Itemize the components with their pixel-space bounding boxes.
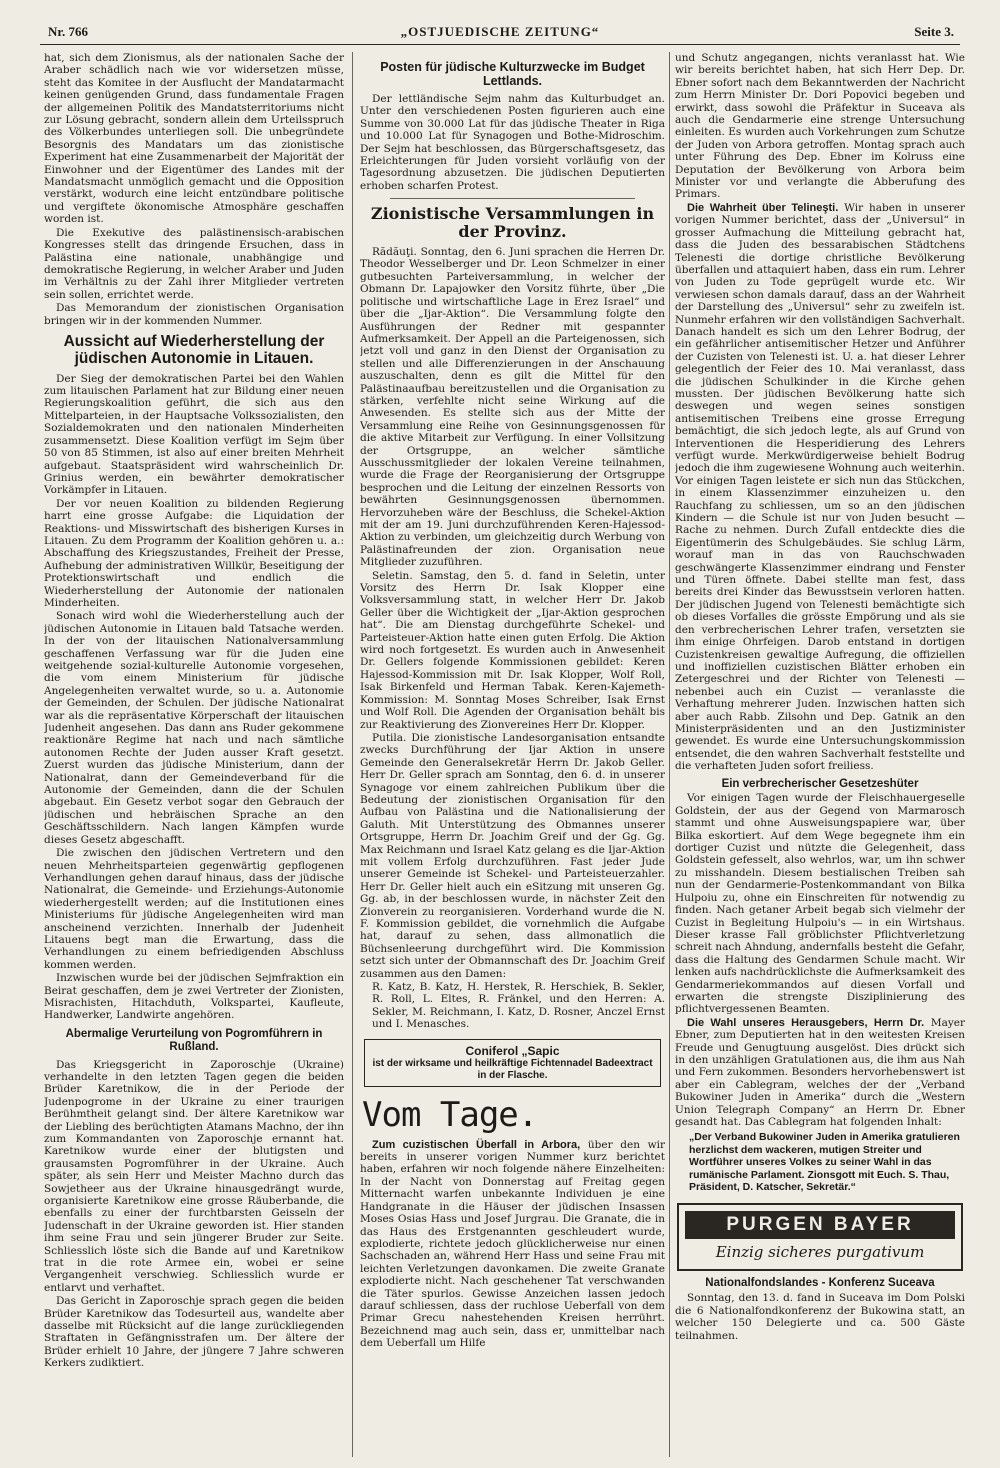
article-paragraph: Die zwischen den jüdischen Vertretern und den neuen Mehrheitsparteien gegenwärtig gepflogenen Verhandlungen gehen darauf hinaus, dass der jüdische Nationalrat, die Gemeinde- und Erziehungs-Autonomie wiederhergestellt werden; auf die Institutionen eines Ministeriums für jüdische Angelegenheiten wird man anscheinend verzichten. Innerhalb der Judenheit Litauens begt man die Erwartung, dass die Verhandlungen zu einem befriedigenden Abschluss kommen werden. [44, 847, 344, 971]
subheading-konferenz: Nationalfondslandes - Konferenz Suceava [705, 1277, 935, 1290]
divider [390, 198, 635, 199]
article-paragraph: hat, sich dem Zionismus, als der nationalen Sache der Araber schädlich nach wie vor widersetzen müsse, steht das Komitee in der Ausflucht der Mandatarmacht keinen genügenden Grund, dass fundamentale Fragen der allgemeinen Politik des Mandatsterritoriums nicht zur Lösung gebracht, sondern allein dem Urteilsspruch des Völkerbundes unterliegen soll. Die unbegründete Besorgnis des Mandatars um das zionistische Experiment hat eine Zusammenarbeit der Majorität der Einwohner und der Eigentümer des Landes mit der Mandatsmacht unmöglich gemacht und die Opposition verstärkt, wodurch eine leicht entzündbare politische und vergiftete ökonomische Atmosphäre geschaffen worden ist. [44, 52, 344, 226]
article-paragraph: Der lettländische Sejm nahm das Kulturbudget an. Unter den verschiedenen Posten figurieren auch eine Summe von 30.000 Lat für das jüdische Theater in Riga und 10.000 Lat für Synagogen und Bothe-Midroschim. Der Sejm hat beschlossen, das Bürgerschaftsgesetz, das Erleichterungen für Juden vorsieht vorläufig von der Tagesordnung abzusetzen. Die jüdischen Deputierten erhoben scharfen Protest. [360, 93, 665, 192]
advert-brand: PURGEN BAYER [685, 1211, 955, 1239]
cablegram-quote: „Der Verband Bukowiner Juden in Amerika gratulieren herzlichst dem wackeren, mutigen Streiter und Wortführer unseres Volkes zu seiner Wahl in das rumänische Parlament. Zionsgott mit Euch. S. Thau, Präsident, D. Katscher, Sekretär.“ [689, 1131, 960, 1194]
headline-versammlungen: Zionistische Versammlungen in der Provinz. [370, 204, 655, 242]
article-paragraph: Sonach wird wohl die Wiederherstellung auch der jüdischen Autonomie in Litauen bald Tatsache werden. In der von der litauischen Nationalversammlung geschaffenen Verfassung war für die Juden eine weitgehende sozial-kulturelle Autonomie vorgesehen, die vom einem Ministerium für jüdische Angelegenheiten verwaltet wurde, so u. a. Autonomie der Gemeinden, der Schulen. Der jüdische Nationalrat war als die repräsentative Körperschaft der litauischen Judenheit angesehen. Das dann ans Ruder gekommene reaktionäre Regime hat nach und nach sämtliche autonomen Rechte der Juden ausser Kraft gesetzt. Zuerst wurden das jüdische Ministerium, dann der Nationalrat, dann der Gemeindeverband für die Autonomie der Gemeinden, dann die der Schulen abgebaut. Ein Gesetz verbot sogar den Gebrauch der jüdischen und hebräischen Sprache an den Geschäftsschildern. Nach langen Kämpfen wurde dieses Gesetz abgeschafft. [44, 610, 344, 846]
article-paragraph: R. Katz, B. Katz, H. Herstek, R. Herschiek, B. Sekler, R. Roll, L. Eltes, R. Fränkel, und den Herren: A. Sekler, M. Reichmann, I. Katz, D. Rosner, Anczel Ernst und I. Menasches. [372, 981, 665, 1031]
column-right [675, 52, 965, 1457]
subheading-gesetzeshueter: Ein verbrecherischer Gesetzeshüter [721, 777, 919, 790]
column-divider [669, 52, 670, 1457]
article-paragraph: Das Memorandum der zionistischen Organisation bringen wir in der kommenden Nummer. [44, 302, 344, 327]
article-paragraph: Das Gericht in Zaporoschje sprach gegen die beiden Brüder Karetnikow das Todesurteil aus, wandelte aber dasselbe mit Rücksicht auf die lange zurückliegenden Straftaten in Gefängnisstrafen um. Der ältere der Brüder erhielt 10 Jahre, der jüngere 7 Jahre schweren Kerkers zudiktiert. [44, 1295, 344, 1370]
article-text: über den wir bereits in unserer vorigen Nummer kurz berichtet haben, erfahren wir noch folgende nähere Einzelheiten: In der Nacht von Donnerstag auf Freitag gegen Mitternacht warfen unbekannte Individuen je eine Handgranate in die Häuser der jüdischen Insassen Moses Osias Hass und Josef Jurgrau. Die Granate, die in das Haus des Erstgenannten geschleudert wurde, explodierte, richtete jedoch glücklicherweise nur einen Sachschaden an, während Herr Hass und seine Frau mit leichten Verletzungen davonkamen. Die zweite Granate explodierte nicht. Nach geschehener Tat verschwanden die Täter spurlos. Gewisse Anzeichen lassen jedoch darauf schliessen, dass der ruchlose Ueberfall von dem Primar Grecu nahestehenden Kreisen herrührt. Bezeichnend mag auch sein, dass er, unmittelbar nach dem Ueberfall um Hilfe [360, 1138, 665, 1350]
article-paragraph: und Schutz angegangen, nichts veranlasst hat. Wie wir bereits berichtet haben, hat sich Herr Dep. Dr. Ebner sofort nach dem Bekanntwerden der Nachricht zum Herrn Minister Dr. Dori Popovici begeben und erwirkt, dass sowohl die Präfektur in Suceava als auch die Gendarmerie eine strenge Untersuchung einleiten. Es wurden auch Vorkehrungen zum Schutze der Juden von Arbora getroffen. Montag sprach auch unter Führung des Dep. Ebner im Kolruss eine Deputation der Bevölkerung von Arbora beim Minister vor und verlangte die Abberufung des Primars. [675, 52, 965, 201]
advert-text: ist der wirksame und heilkräftige Fichtennadel Badeextract in der Flasche. [372, 1057, 653, 1081]
advert-coniferol [364, 1039, 661, 1087]
page-number: Seite 3. [914, 24, 954, 39]
article-paragraph: Seletin. Samstag, den 5. d. fand in Seletin, unter Vorsitz des Herrn Dr. Isak Klopper eine Volksversammlung statt, in welcher Herr Dr. Jakob Geller über die Wichtigkeit der „Ijar-Aktion gesprochen hat“. Die am Dienstag durchgeführte Schekel- und Parteisteuer-Aktion hatte einen guten Erfolg. Die Aktion wird noch fortgesetzt. Es wurden auch in Anwesenheit Dr. Gellers folgende Kommissionen gebildet: Keren Hajessod-Kommission mit Dr. Isak Klopper, Wolf Roll, Isak Birkenfeld und Herman Tabak. Keren-Kajemeth-Kommission: M. Sonntag Moses Schreiber, Isak Ernst und Wolf Roll. Die Agenden der Organisation behält bis zur Reaktivierung des Zionvereines Herr Dr. Klopper. [360, 569, 665, 731]
page-header [40, 22, 960, 45]
newspaper-title: „OSTJUEDISCHE ZEITUNG“ [400, 24, 600, 39]
article-text: Wir haben in unserer vorigen Nummer berichtet, dass der „Universul“ in grosser Aufmachung die Mitteilung gebracht hat, dass die Juden des bessarabischen Städtchens Telenesti die dortige christliche Bevölkerung überfallen und attaquiert haben, dass ein rum. Lehrer von Juden zu Tode geprügelt wurde etc. Wir verwiesen schon damals darauf, dass an der Wahrheit der Darstellung des „Universul“ sehr zu zweifeln ist. Nunmehr erfahren wir den vollständigen Sachverhalt. Danach handelt es sich um den Lehrer Bodrug, der ein gefährlicher antisemitischer Hetzer und Anführer der Cuzisten von Telenesti ist. U. a. hat dieser Lehrer gelegentlich der Feier des 10. Mai veranlasst, dass die jüdischen Schulkinder in die Kirche gehen mussten. Der jüdischen Bevölkerung hatte sich deswegen und wegen seines sonstigen antisemitischen Treibens eine grosse Erregung bemächtigt, die sich jedoch legte, als auf Grund von Interventionen die Hesperidierung des Lehrers verfügt wurde. Merkwürdigerweise behielt Bodrug jedoch die ihm zugewiesene Wohnung auch weiterhin. Vor einigen Tagen leistete er sich nun das Stückchen, in einem Klassenzimmer einzuheizen u. den Rauchfang zu schliessen, um so an den jüdischen Kindern — die Schule ist nur von Juden besucht — Rache zu nehmen. Durch Zufall entdeckte dies die Eigentümerin des Schulgebäudes. Sie schlug Lärm, worauf man in das von Rauchschwaden geschwängerte Klassenzimmer eindrang und Fenster und Türen öffnete. Dabei stellte man fest, dass bereits drei Kinder das Bewusstsein verloren hatten. Der jüdischen Jugend von Telenesti bemächtigte sich ob dieses Vorfalles die grösste Empörung und als sie den verbrecherischen Lehrer trafen, versetzten sie ihm einige Ohrfeigen. Darob entstand in dortigen Cuzistenkreisen gewaltige Aufregung, die offiziellen und inoffiziellen cuzistischen Blätter erhoben ein Zetergeschrei und der Richter von Telenesti — nebenbei auch ein Cuzist — veranlasste die Verhaftung mehrerer Juden. Inzwischen hatten sich aber auch Rabb. Zilsohn und Dep. Gatnik an den Ministerpräsidenten und an den Justizminister gewendet. Es wurde eine Untersuchungskommission entsendet, die den wahren Sachverhalt feststellte und die verhafteten Juden sofort freiliess. [675, 201, 965, 773]
column-divider [352, 52, 353, 1457]
headline-budget: Posten für jüdische Kulturzwecke im Budget Lettlands. [380, 60, 645, 88]
column-left [44, 52, 344, 1457]
headline-litauen: Aussicht auf Wiederherstellung der jüdischen Autonomie in Litauen. [63, 332, 325, 368]
article-paragraph: Putila. Die zionistische Landesorganisation entsandte zwecks Durchführung der Ijar Aktion in unsere Gemeinde den Generalsekretär Herrn Dr. Jakob Geller. Herr Dr. Geller sprach am Sonntag, den 6. d. in unserer Synagoge vor einem zahlreichen Publikum über die Bedeutung der zionistischen Organisation für den Aufbau von Palästina und die Nationalisierung der Galuth. Mit Unterstützung des Obmannes unserer Ortsgruppe, Herrn Dr. Joachim Greif und der Gg. Gg. Max Reichmann und Israel Katz gelang es die Ijar-Aktion mit vollem Erfolg durchzuführen. Fast jeder Jude unserer Gemeinde ist Schekel- und Parteisteuerzahler. Herr Dr. Geller hielt auch ein eSitzung mit unseren Gg. Gg. ab, in der beschlossen wurde, in nächster Zeit den Zionverein zu reorganisieren. Vorderhand wurde die N. F. Kommission gebildet, die vornehmlich die Aufgabe hat, darauf zu sehen, dass allmonatlich die Büchsenleerung durchgeführt wird. Die Kommission setzt sich unter der Obmannschaft des Dr. Joachim Greif zusammen aus den Damen: [360, 731, 665, 980]
advert-purgen [677, 1203, 963, 1271]
headline-pogrom: Abermalige Verurteilung von Pogromführern in Rußland. [65, 1027, 323, 1053]
article-paragraph: Sonntag, den 13. d. fand in Suceava im Dom Polski die 6 Nationalfondkonferenz der Bukowina statt, an welcher 150 Delegierte und ca. 500 Gäste teilnahmen. [675, 1292, 965, 1342]
article-paragraph: Der Sieg der demokratischen Partei bei den Wahlen zum litauischen Parlament hat zur Bildung einer neuen Regierungskoalition geführt, die sich aus den Mittelparteien, in der Hauptsache Volkssozialisten, den Sozialdemokraten und den nationalen Minderheiten zusammensetzt. Diese Koalition verfügt im Sejm über 50 von 85 Stimmen, ist also auf einer breiten Mehrheit aufgebaut. Staatspräsident wird wahrscheinlich Dr. Grinius werden, ein bewährter demokratischer Vorkämpfer in Litauen. [44, 372, 344, 497]
issue-number: Nr. 766 [48, 24, 88, 39]
subheading-arbora: Zum cuzistischen Überfall in Arbora, [372, 1138, 581, 1151]
article-text: Mayer Ebner, zum Deputierten hat in den weitesten Kreisen Freude und Genugtuung ausgelöst. Dies drückt sich in den unzähligen Gratulationen aus, die ihm aus Nah und Fern zukommen. Besonders hervorhebenswert ist aber ein Cablegram, welches der der „Verband Bukowiner Juden in Amerika“ durch die „Western Union Telegraph Company“ an Herrn Dr. Ebner gesandt hat. Das Cablegram hat folgenden Inhalt: [675, 1016, 965, 1128]
article-paragraph: Vor einigen Tagen wurde der Fleischhauergeselle Goldstein, der aus der Gegend von Marmarosch stammt und ohne Ausweisungspapiere war, über Bilka eskortiert. Auf dem Wege begegnete ihm ein dortiger Cuzist und nützte die Gelegenheit, dass Goldstein gefesselt, also wehrlos, war, um ihn schwer zu misshandeln. Diesem bestialischen Treiben sah nun der Gendarmerie-Postenkommandant von Bilka Hulpoiu zu, ohne ein Einschreiten für notwendig zu finden. Nach getaner Arbeit begab sich vielmehr der Cuzist in Begleitung Hulpoiu's — in ein Wirtshaus. Dieser krasse Fall gröblichster Pflichtverletzung schreit nach Ahndung, andernfalls besteht die Gefahr, dass die Haltung des Gendarmen Schule macht. Wir lenken aufs nachdrücklichste die Aufmerksamkeit des Gendarmeriekommandos auf diesen Vorfall und erwarten die strengste Disziplinierung des pflichtvergessenen Beamten. [675, 792, 965, 1016]
article-paragraph: Inzwischen wurde bei der jüdischen Sejmfraktion ein Beirat geschaffen, dem je zwei Vertreter der Zionisten, Misrachisten, Hitachduth, Volkspartei, Kaufleute, Handwerker, Landwirte angehören. [44, 972, 344, 1022]
article-paragraph: Der vor neuen Koalition zu bildenden Regierung harrt eine grosse Aufgabe: die Liquidation der Reaktions- und Misswirtschaft des bisherigen Kurses in Litauen. Zu dem Programm der Koalition gehören u. a.: Abschaffung des Kriegszustandes, Freiheit der Presse, Aufhebung der administrativen Willkür, Beseitigung der Protektionswirtschaft und endlich die Wiederherstellung der Autonomie der nationalen Minderheiten. [44, 497, 344, 609]
article-paragraph: Rădăuţi. Sonntag, den 6. Juni sprachen die Herren Dr. Theodor Wesselberger und Dr. Leon Schmelzer in einer gutbesuchten Parteiversammlung, in welcher der Obmann Dr. Lapajowker den Vorsitz führte, über „Die politische und wirtschaftliche Lage in Erez Israel“ und über die „Ijar-Aktion“. Die Versammlung folgte den Ausführungen der Redner mit gespannter Aufmerksamkeit. Der Appell an die Parteigenossen, sich jetzt voll und ganz in den Dienst der Organisation zu stellen und alle Differenzierungen in der Anschauung auszuschalten, denn es gilt die Mittel für den Palästinaaufbau bereitzustellen und die Organisation zu stärken, verfehlte nicht seine Wirkung auf die Anwesenden. Es stellte sich aus der Mitte der Versammlung eine Reihe von Gesinnungsgenossen für die aktive Mitarbeit zur Verfügung. In einer Vollsitzung der Ortsgruppe, an welcher sämtliche Ausschussmitglieder der lokalen Vereine teilnahmen, wurde die Frage der Reorganisierung der Ortsgruppe besprochen und die Leitung der einzelnen Ressorts von bewährten Gesinnungsgenossen übernommen. Hervorzuheben wäre der Beschluss, die Schekel-Aktion mit der am 19. Juni durchzuführenden Keren-Hajessod-Aktion zu verbinden, um gleichzeitig durch Werbung von Palästinafreunden der zion. Organisation neue Mitglieder zuzuführen. [360, 246, 665, 569]
advert-tagline: Einzig sicheres purgativum [715, 1243, 925, 1262]
column-middle [360, 52, 665, 1457]
article-paragraph: Das Kriegsgericht in Zaporoschje (Ukraine) verhandelte in den letzten Tagen gegen die beiden Brüder Karetnikow, die in der Periode der Judenpogrome in der Ukraine zu einer traurigen Berühmtheit gelangt sind. Der ältere Karetnikow war der Liebling des berüchtigten Atamans Machno, der ihn zum Kommandanten von Zaporoschje ernannt hat. Karetnikow wurde einer der blutigsten und grausamsten Pogromführer in der Ukraine. Auch später, als sein Herr und Meister Machno durch das Sowjetheer aus der Ukraine hinausgedrängt wurde, organisierte Karetnikow eine grosse Räuberbande, die ebenfalls zu einer der furchtbarsten Geisseln der Judenschaft in der Ukraine geworden ist. Hier standen ihm seine Frau und sein jüngerer Bruder zur Seite. Schliesslich löste sich die Bande auf und Karetnikow trat in die rote Armee ein, wobei er seine Vergangenheit verschwieg. Schliesslich wurde er entlarvt und verhaftet. [44, 1058, 344, 1294]
subheading-telinesti: Die Wahrheit über Telineşti. [687, 201, 839, 214]
subheading-wahl: Die Wahl unseres Herausgebers, Herrn Dr. [687, 1016, 925, 1029]
section-title-vom-tage: Vom Tage. [362, 1094, 538, 1135]
advert-title: Coniferol „Sapic [465, 1043, 560, 1058]
article-paragraph: Die Exekutive des palästinensisch-arabischen Kongresses stellt das dringende Ersuchen, dass in Palästina eine nationale, unabhängige und demokratische Regierung, in welcher Araber und Juden im Verhältnis zu der Zahl ihrer Mitglieder vertreten sein sollen, errichtet werde. [44, 226, 344, 301]
